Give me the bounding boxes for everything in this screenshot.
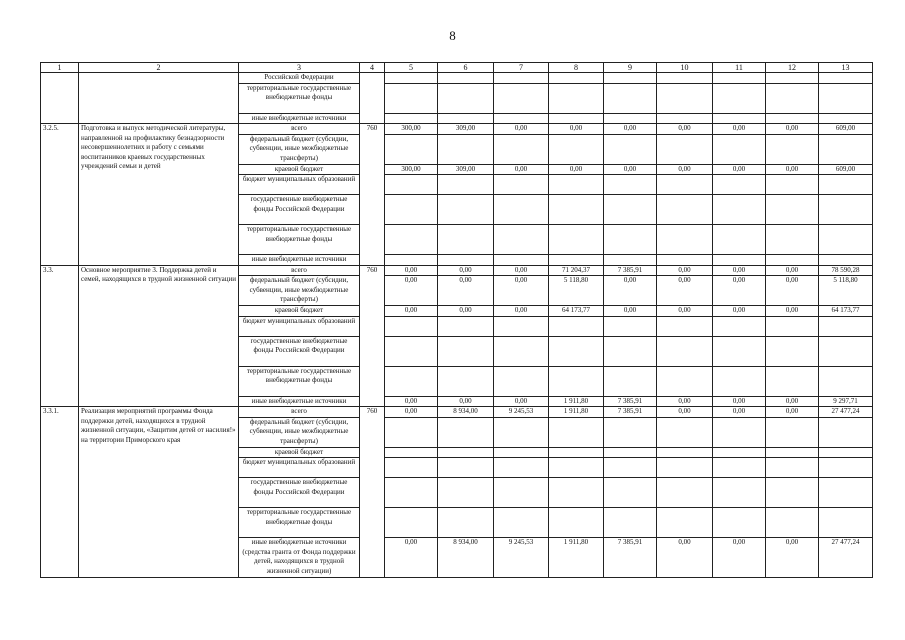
page-number: 8 <box>449 28 456 43</box>
column-header: 12 <box>766 63 819 73</box>
amount-cell <box>713 195 766 225</box>
amount-cell <box>713 366 766 396</box>
funding-source-cell: государственные внебюджетные фонды Российской Федерации <box>239 478 360 508</box>
amount-cell <box>604 336 657 366</box>
amount-cell: 71 204,37 <box>549 265 604 276</box>
amount-cell <box>438 195 494 225</box>
amount-cell: 8 934,00 <box>438 538 494 578</box>
amount-cell <box>713 458 766 478</box>
amount-cell <box>438 316 494 336</box>
funding-source-cell: бюджет муниципальных образований <box>239 316 360 336</box>
amount-cell: 7 385,91 <box>604 407 657 418</box>
funding-source-cell: федеральный бюджет (субсидии, субвенции, иные межбюджетные трансферты) <box>239 134 360 164</box>
amount-cell <box>819 417 873 447</box>
code-cell: 760 <box>360 265 385 407</box>
amount-cell: 0,00 <box>604 164 657 175</box>
amount-cell <box>385 336 438 366</box>
amount-cell <box>657 336 713 366</box>
funding-source-cell: территориальные государственные внебюджетные фонды <box>239 508 360 538</box>
amount-cell <box>604 113 657 124</box>
amount-cell <box>713 225 766 255</box>
amount-cell: 78 590,28 <box>819 265 873 276</box>
amount-cell <box>385 113 438 124</box>
column-header: 11 <box>713 63 766 73</box>
amount-cell <box>657 447 713 458</box>
amount-cell <box>819 447 873 458</box>
amount-cell <box>657 366 713 396</box>
amount-cell <box>438 417 494 447</box>
amount-cell <box>549 83 604 113</box>
amount-cell <box>766 508 819 538</box>
amount-cell: 0,00 <box>713 306 766 317</box>
amount-cell <box>549 447 604 458</box>
amount-cell: 8 934,00 <box>438 407 494 418</box>
amount-cell: 9 245,53 <box>494 538 549 578</box>
amount-cell <box>494 83 549 113</box>
amount-cell: 0,00 <box>385 265 438 276</box>
amount-cell <box>438 225 494 255</box>
code-cell: 760 <box>360 407 385 578</box>
amount-cell: 0,00 <box>713 538 766 578</box>
amount-cell: 5 118,80 <box>549 276 604 306</box>
amount-cell <box>766 336 819 366</box>
amount-cell: 309,00 <box>438 164 494 175</box>
amount-cell <box>494 458 549 478</box>
table-row <box>41 407 873 418</box>
amount-cell: 0,00 <box>494 124 549 135</box>
amount-cell <box>549 478 604 508</box>
funding-source-cell: всего <box>239 265 360 276</box>
amount-cell <box>819 73 873 84</box>
row-number-cell <box>41 73 79 124</box>
amount-cell <box>657 73 713 84</box>
amount-cell <box>438 447 494 458</box>
amount-cell <box>819 134 873 164</box>
amount-cell: 300,00 <box>385 164 438 175</box>
funding-source-cell: иные внебюджетные источники (средства гранта от Фонда поддержки детей, находящихся в трудной жизненной ситуации) <box>239 538 360 578</box>
amount-cell: 64 173,77 <box>549 306 604 317</box>
amount-cell <box>819 316 873 336</box>
amount-cell: 1 911,80 <box>549 538 604 578</box>
amount-cell <box>657 255 713 266</box>
amount-cell: 0,00 <box>766 538 819 578</box>
funding-source-cell: краевой бюджет <box>239 164 360 175</box>
amount-cell <box>438 366 494 396</box>
amount-cell <box>494 195 549 225</box>
amount-cell: 0,00 <box>657 396 713 407</box>
measure-name-cell: Подготовка и выпуск методической литературы, направленной на профилактику безнадзорности несовершеннолетних и работу с семьями воспитанников краевых государственных учреждений семьи и детей <box>79 124 239 266</box>
funding-source-cell: иные внебюджетные источники <box>239 113 360 124</box>
amount-cell <box>713 134 766 164</box>
amount-cell <box>713 447 766 458</box>
amount-cell <box>713 508 766 538</box>
amount-cell <box>657 225 713 255</box>
amount-cell: 0,00 <box>549 164 604 175</box>
amount-cell: 0,00 <box>657 276 713 306</box>
amount-cell <box>549 73 604 84</box>
amount-cell: 7 385,91 <box>604 396 657 407</box>
amount-cell <box>766 417 819 447</box>
amount-cell <box>657 417 713 447</box>
amount-cell <box>494 175 549 195</box>
amount-cell <box>819 113 873 124</box>
amount-cell: 0,00 <box>766 396 819 407</box>
column-header: 6 <box>438 63 494 73</box>
amount-cell: 5 118,80 <box>819 276 873 306</box>
amount-cell <box>604 225 657 255</box>
amount-cell: 9 245,53 <box>494 407 549 418</box>
column-header: 5 <box>385 63 438 73</box>
amount-cell: 0,00 <box>385 306 438 317</box>
amount-cell: 0,00 <box>438 306 494 317</box>
amount-cell <box>549 336 604 366</box>
amount-cell <box>713 83 766 113</box>
code-cell <box>360 73 385 124</box>
amount-cell <box>604 417 657 447</box>
amount-cell <box>604 255 657 266</box>
amount-cell: 0,00 <box>766 306 819 317</box>
amount-cell <box>819 458 873 478</box>
amount-cell <box>819 195 873 225</box>
column-header: 3 <box>239 63 360 73</box>
amount-cell: 0,00 <box>385 396 438 407</box>
amount-cell: 1 911,80 <box>549 396 604 407</box>
amount-cell: 0,00 <box>766 164 819 175</box>
amount-cell <box>713 417 766 447</box>
amount-cell: 0,00 <box>657 407 713 418</box>
amount-cell <box>713 336 766 366</box>
amount-cell: 9 297,71 <box>819 396 873 407</box>
amount-cell <box>494 366 549 396</box>
amount-cell: 0,00 <box>385 407 438 418</box>
amount-cell: 0,00 <box>766 265 819 276</box>
amount-cell <box>657 83 713 113</box>
amount-cell: 0,00 <box>604 306 657 317</box>
amount-cell <box>385 225 438 255</box>
amount-cell: 0,00 <box>657 164 713 175</box>
amount-cell: 7 385,91 <box>604 538 657 578</box>
amount-cell <box>657 113 713 124</box>
amount-cell <box>385 134 438 164</box>
amount-cell: 0,00 <box>766 276 819 306</box>
measure-name-cell: Реализация мероприятий программы Фонда поддержки детей, находящихся в трудной жизненной ситуации, «Защитим детей от насилия!» на территории Приморского края <box>79 407 239 578</box>
amount-cell <box>766 478 819 508</box>
amount-cell <box>713 113 766 124</box>
amount-cell <box>604 458 657 478</box>
budget-table <box>40 62 873 578</box>
column-header: 4 <box>360 63 385 73</box>
table-header-row <box>41 63 873 73</box>
amount-cell: 64 173,77 <box>819 306 873 317</box>
code-cell: 760 <box>360 124 385 266</box>
amount-cell <box>657 458 713 478</box>
column-header: 10 <box>657 63 713 73</box>
amount-cell <box>494 417 549 447</box>
amount-cell: 27 477,24 <box>819 538 873 578</box>
amount-cell: 309,00 <box>438 124 494 135</box>
amount-cell <box>713 175 766 195</box>
amount-cell <box>604 83 657 113</box>
amount-cell <box>549 195 604 225</box>
funding-source-cell: Российской Федерации <box>239 73 360 84</box>
amount-cell <box>385 83 438 113</box>
amount-cell <box>494 316 549 336</box>
column-header: 7 <box>494 63 549 73</box>
funding-source-cell: территориальные государственные внебюджетные фонды <box>239 366 360 396</box>
amount-cell <box>549 316 604 336</box>
funding-source-cell: территориальные государственные внебюджетные фонды <box>239 225 360 255</box>
funding-source-cell: федеральный бюджет (субсидии, субвенции, иные межбюджетные трансферты) <box>239 417 360 447</box>
amount-cell <box>494 113 549 124</box>
amount-cell: 0,00 <box>549 124 604 135</box>
table-row <box>41 124 873 135</box>
funding-source-cell: краевой бюджет <box>239 306 360 317</box>
amount-cell <box>385 508 438 538</box>
amount-cell <box>713 316 766 336</box>
amount-cell <box>657 508 713 538</box>
amount-cell <box>385 73 438 84</box>
amount-cell: 0,00 <box>494 396 549 407</box>
amount-cell: 609,00 <box>819 124 873 135</box>
amount-cell <box>494 134 549 164</box>
amount-cell <box>713 73 766 84</box>
measure-name-cell <box>79 73 239 124</box>
amount-cell <box>438 73 494 84</box>
amount-cell <box>819 478 873 508</box>
amount-cell <box>819 336 873 366</box>
amount-cell <box>604 447 657 458</box>
amount-cell <box>438 255 494 266</box>
amount-cell: 0,00 <box>604 276 657 306</box>
amount-cell <box>385 175 438 195</box>
amount-cell <box>766 195 819 225</box>
amount-cell: 27 477,24 <box>819 407 873 418</box>
amount-cell <box>549 417 604 447</box>
amount-cell <box>494 508 549 538</box>
column-header: 2 <box>79 63 239 73</box>
row-number-cell: 3.2.5. <box>41 124 79 266</box>
amount-cell: 0,00 <box>657 124 713 135</box>
amount-cell: 0,00 <box>657 538 713 578</box>
table-row <box>41 265 873 276</box>
amount-cell <box>549 458 604 478</box>
amount-cell: 0,00 <box>713 164 766 175</box>
amount-cell <box>438 175 494 195</box>
amount-cell: 0,00 <box>385 538 438 578</box>
amount-cell <box>766 447 819 458</box>
amount-cell <box>766 225 819 255</box>
amount-cell <box>494 225 549 255</box>
amount-cell <box>604 508 657 538</box>
amount-cell <box>657 134 713 164</box>
amount-cell: 0,00 <box>438 276 494 306</box>
amount-cell <box>438 336 494 366</box>
amount-cell <box>549 225 604 255</box>
funding-source-cell: иные внебюджетные источники <box>239 255 360 266</box>
funding-source-cell: краевой бюджет <box>239 447 360 458</box>
amount-cell: 0,00 <box>766 407 819 418</box>
amount-cell: 7 385,91 <box>604 265 657 276</box>
funding-source-cell: государственные внебюджетные фонды Российской Федерации <box>239 336 360 366</box>
funding-source-cell: федеральный бюджет (субсидии, субвенции, иные межбюджетные трансферты) <box>239 276 360 306</box>
amount-cell <box>604 73 657 84</box>
amount-cell: 0,00 <box>713 407 766 418</box>
funding-source-cell: территориальные государственные внебюджетные фонды <box>239 83 360 113</box>
amount-cell <box>385 478 438 508</box>
amount-cell <box>604 195 657 225</box>
amount-cell <box>385 255 438 266</box>
amount-cell <box>657 175 713 195</box>
column-header: 13 <box>819 63 873 73</box>
funding-source-cell: иные внебюджетные источники <box>239 396 360 407</box>
amount-cell: 0,00 <box>385 276 438 306</box>
amount-cell <box>385 195 438 225</box>
column-header: 8 <box>549 63 604 73</box>
amount-cell: 0,00 <box>657 265 713 276</box>
amount-cell: 0,00 <box>494 306 549 317</box>
amount-cell: 0,00 <box>657 306 713 317</box>
amount-cell <box>494 255 549 266</box>
amount-cell <box>604 175 657 195</box>
amount-cell <box>438 508 494 538</box>
amount-cell: 0,00 <box>494 265 549 276</box>
amount-cell: 609,00 <box>819 164 873 175</box>
funding-source-cell: бюджет муниципальных образований <box>239 458 360 478</box>
amount-cell <box>604 478 657 508</box>
amount-cell <box>604 366 657 396</box>
amount-cell <box>766 113 819 124</box>
amount-cell <box>549 366 604 396</box>
amount-cell <box>819 366 873 396</box>
amount-cell <box>385 447 438 458</box>
amount-cell: 0,00 <box>604 124 657 135</box>
amount-cell <box>766 366 819 396</box>
amount-cell <box>819 83 873 113</box>
amount-cell <box>657 478 713 508</box>
amount-cell <box>766 73 819 84</box>
amount-cell <box>438 134 494 164</box>
column-header: 9 <box>604 63 657 73</box>
amount-cell <box>713 255 766 266</box>
amount-cell <box>494 478 549 508</box>
amount-cell <box>438 83 494 113</box>
measure-name-cell: Основное мероприятие 3. Поддержка детей и семей, находящихся в трудной жизненной ситуации <box>79 265 239 407</box>
amount-cell <box>549 508 604 538</box>
amount-cell: 0,00 <box>494 276 549 306</box>
amount-cell: 0,00 <box>438 265 494 276</box>
funding-source-cell: государственные внебюджетные фонды Российской Федерации <box>239 195 360 225</box>
amount-cell <box>549 175 604 195</box>
funding-source-cell: бюджет муниципальных образований <box>239 175 360 195</box>
row-number-cell: 3.3. <box>41 265 79 407</box>
table-row <box>41 73 873 84</box>
row-number-cell: 3.3.1. <box>41 407 79 578</box>
amount-cell <box>766 316 819 336</box>
amount-cell <box>766 255 819 266</box>
amount-cell <box>549 113 604 124</box>
amount-cell <box>385 366 438 396</box>
amount-cell <box>494 73 549 84</box>
amount-cell <box>713 478 766 508</box>
amount-cell: 300,00 <box>385 124 438 135</box>
amount-cell <box>385 458 438 478</box>
amount-cell <box>494 336 549 366</box>
amount-cell <box>494 447 549 458</box>
amount-cell <box>657 316 713 336</box>
amount-cell <box>549 134 604 164</box>
amount-cell: 0,00 <box>713 396 766 407</box>
amount-cell <box>766 458 819 478</box>
amount-cell <box>438 113 494 124</box>
amount-cell <box>438 458 494 478</box>
amount-cell <box>385 417 438 447</box>
amount-cell <box>819 175 873 195</box>
amount-cell <box>604 316 657 336</box>
amount-cell <box>438 478 494 508</box>
amount-cell: 1 911,80 <box>549 407 604 418</box>
amount-cell: 0,00 <box>494 164 549 175</box>
amount-cell: 0,00 <box>713 276 766 306</box>
amount-cell <box>819 255 873 266</box>
amount-cell <box>766 83 819 113</box>
funding-source-cell: всего <box>239 407 360 418</box>
amount-cell <box>657 195 713 225</box>
amount-cell <box>766 134 819 164</box>
amount-cell <box>549 255 604 266</box>
amount-cell: 0,00 <box>766 124 819 135</box>
amount-cell <box>819 225 873 255</box>
column-header: 1 <box>41 63 79 73</box>
amount-cell <box>819 508 873 538</box>
amount-cell <box>766 175 819 195</box>
amount-cell <box>604 134 657 164</box>
amount-cell: 0,00 <box>713 265 766 276</box>
funding-source-cell: всего <box>239 124 360 135</box>
amount-cell: 0,00 <box>438 396 494 407</box>
amount-cell <box>385 316 438 336</box>
amount-cell: 0,00 <box>713 124 766 135</box>
